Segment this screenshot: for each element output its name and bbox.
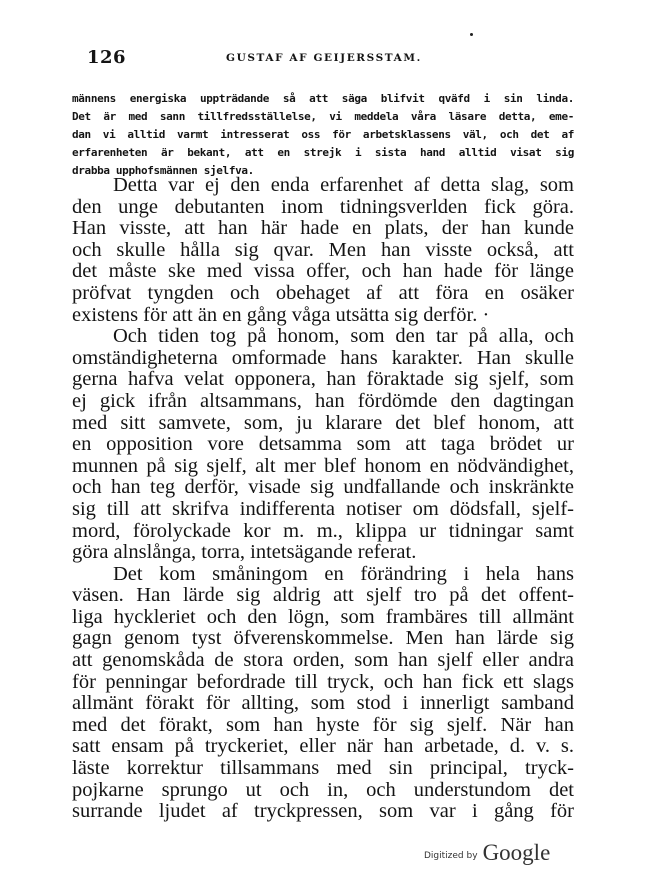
body-line: för penningar befordrade till tryck, och han fick ett slags [72,670,574,693]
body-line: liga hyckleriet och den lögn, som frambäres till allmänt [72,605,574,628]
body-line: den unge debutanten inom tidningsverlden fick göra. [72,195,574,218]
body-line: omständigheterna omformade hans karakter. Han skulle [72,346,574,369]
body-line: gagn genom tyst öfverenskommelse. Men han lärde sig [72,627,574,650]
body-line: pojkarne sprungo ut och in, och understundom det [72,778,574,801]
footnote-line: Det är med sann tillfredsställelse, vi meddela våra läsare detta, eme- [72,110,574,123]
watermark-brand: Google [482,840,551,865]
body-line: mord, förolyckade kor m. m., klippa ur tidningar samt [72,519,574,542]
body-line: munnen på sig sjelf, alt mer blef honom en nödvändighet, [72,454,574,477]
body-line: allmänt förakt för allting, som stod i innerligt samband [72,692,574,715]
body-line: existens för att än en gång våga utsätta sig derför. · [72,303,490,326]
body-line: läste korrektur tillsammans med sin principal, tryck- [72,757,574,780]
body-line: ej gick ifrån altsammans, han fördömde den dagtingan [72,389,574,412]
page-header [87,46,577,70]
body-line: gerna hafva velat opponera, han föraktade sig sjelf, som [72,368,574,391]
body-line: göra alnslånga, torra, intetsägande referat. [72,541,417,564]
page-number: 126 [87,47,127,68]
digitization-watermark [424,840,550,866]
body-line: och skulle hålla sig qvar. Men han visste också, att [72,238,574,261]
footnote-text [72,90,574,180]
body-line: surrande ljudet af tryckpressen, som var i gång för [72,800,574,823]
body-line: Det kom småningom en förändring i hela hans [113,562,574,585]
body-line: att genomskåda de stora orden, som han sjelf eller andra [72,649,574,672]
footnote-line: dan vi alltid varmt intresserat oss för arbetsklassens väl, och det af [72,128,574,141]
body-line: Detta var ej den enda erfarenhet af detta slag, som [113,174,574,196]
body-line: sig till att skrifva indifferenta notiser om dödsfall, sjelf- [72,497,574,520]
body-line: och han teg derför, visade sig undfallande och inskränkte [72,476,574,499]
running-title: GUSTAF AF GEIJERSSTAM. [226,52,422,64]
body-line: Och tiden tog på honom, som den tar på alla, och [113,325,574,348]
body-line: Han visste, att han här hade en plats, der han kunde [72,217,574,240]
footnote-line: drabba upphofsmännen sjelfva. [72,164,254,177]
body-line: med det förakt, som han hyste för sig sjelf. När han [72,713,574,736]
footnote-line: männens energiska uppträdande så att säga blifvit qväfd i sin linda. [72,92,574,105]
print-speck [470,33,473,36]
footnote-line: erfarenheten är bekant, att en strejk i sista hand alltid visat sig [72,146,574,159]
body-line: med sitt samvete, som, ju klarare det blef honom, att [72,411,574,434]
body-text [72,175,574,823]
body-line: väsen. Han lärde sig aldrig att sjelf tro på det offent- [72,584,574,607]
body-line: satt ensam på tryckeriet, eller när han arbetade, d. v. s. [72,735,574,758]
watermark-prefix: Digitized by [424,851,478,861]
body-line: det måste ske med vissa offer, och han hade för länge [72,260,574,283]
body-line: en opposition vore detsamma som att taga brödet ur [72,433,574,456]
body-line: pröfvat tyngden och obehaget af att föra en osäker [72,281,574,304]
